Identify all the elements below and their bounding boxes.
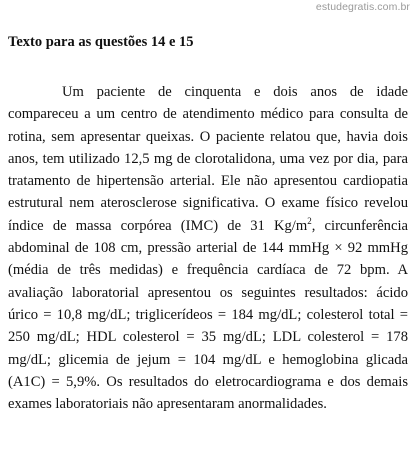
- case-description-paragraph: [8, 81, 408, 415]
- section-heading: Texto para as questões 14 e 15: [8, 34, 194, 50]
- watermark-text: estudegratis.com.br: [315, 1, 410, 13]
- paragraph-text-part-2: , circunferência abdominal de 108 cm, pressão arterial de 144 mmHg × 92 mmHg (média de três medidas) e frequência cardíaca de 72 bpm. A avaliação laboratorial apresentou os seguintes resultados: ácido úrico = 10,8 mg/dL; triglicerídeos = 184 mg/dL; colesterol total = 250 mg/dL; HDL colesterol = 35 mg/dL; LDL colesterol = 178 mg/dL; glicemia de jejum = 104 mg/dL e hemoglobina glicada (A1C) = 5,9%. Os resultados do eletrocardiograma e dos demais exames laboratoriais não apresentaram anormalidades.: [8, 217, 408, 413]
- paragraph-text-part-1: Um paciente de cinquenta e dois anos de idade compareceu a um centro de atendimento médico para consulta de rotina, sem apresentar queixas. O paciente relatou que, havia dois anos, tem utilizado 12,5 mg de clorotalidona, uma vez por dia, para tratamento de hipertensão arterial. Ele não apresentou cardiopatia estrutural nem aterosclerose significativa. O exame físico revelou índice de massa corpórea (IMC) de 31 Kg/m: [8, 84, 408, 234]
- unit-superscript: 2: [307, 215, 312, 226]
